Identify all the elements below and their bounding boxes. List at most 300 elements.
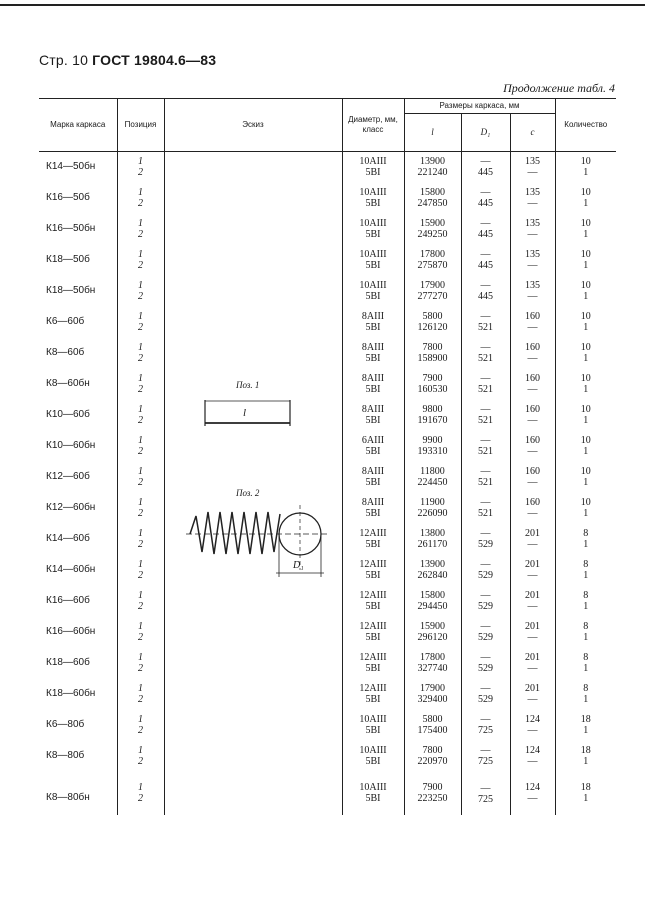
d1-value-2: 529 (478, 538, 493, 550)
quantity-value-1: 10 (580, 187, 591, 198)
cell-length (404, 772, 461, 815)
c-value-2: — (527, 228, 538, 240)
cell-position (117, 679, 164, 710)
cell-quantity (555, 276, 616, 307)
cell-length (404, 462, 461, 493)
diameter-value-1: 8АIII (361, 404, 385, 415)
position-value-2: 2 (138, 197, 143, 209)
c-value-1: 201 (525, 652, 540, 663)
c-value-1: 201 (525, 559, 540, 570)
diameter-value-2: 5ВI (365, 724, 381, 736)
position-value-1: 1 (138, 466, 143, 477)
position-value-1: 1 (138, 435, 143, 446)
cell-diameter (342, 152, 404, 184)
cell-position (117, 307, 164, 338)
position-value-2: 2 (138, 507, 143, 519)
length-value-2: 294450 (417, 600, 448, 612)
position-value-2: 2 (138, 352, 143, 364)
d1-value-2: 445 (478, 290, 493, 302)
cell-mark: К8—60б (46, 347, 85, 359)
d1-value-2: 521 (478, 445, 493, 457)
position-value-2: 2 (138, 414, 143, 426)
cell-position (117, 245, 164, 276)
d1-value-1: — (480, 714, 491, 725)
diameter-value-2: 5ВI (365, 321, 381, 333)
c-value-1: 124 (525, 745, 540, 756)
c-value-2: — (527, 507, 538, 519)
diameter-value-2: 5ВI (365, 755, 381, 767)
length-value-2: 249250 (417, 228, 448, 240)
d1-value-2: 725 (478, 755, 493, 767)
cell-quantity (555, 400, 616, 431)
position-value-1: 1 (138, 218, 143, 229)
quantity-value-1: 10 (580, 466, 591, 477)
cell-position (117, 152, 164, 184)
c-value-2: — (527, 352, 538, 364)
table-continuation-caption: Продолжение табл. 4 (503, 81, 615, 95)
diameter-value-2: 5ВI (365, 166, 381, 178)
c-value-2: — (527, 569, 538, 581)
c-value-2: — (527, 166, 538, 178)
cell-length (404, 648, 461, 679)
length-value-1: 17900 (420, 280, 445, 291)
cell-diameter (342, 617, 404, 648)
length-value-2: 220970 (417, 755, 448, 767)
d1-value-1: — (480, 590, 491, 601)
quantity-value-1: 8 (583, 590, 589, 601)
d1-value-2: 725 (478, 793, 493, 805)
pos2-label: Поз. 2 (236, 488, 260, 498)
cell-d1 (461, 183, 510, 214)
quantity-value-1: 10 (580, 280, 591, 291)
cell-d1 (461, 400, 510, 431)
pos1-label: Поз. 1 (236, 380, 260, 390)
cell-c (510, 524, 555, 555)
cell-quantity (555, 462, 616, 493)
cell-mark: К16—60бн (46, 626, 96, 638)
cell-mark: К18—50б (46, 254, 90, 266)
d1-value-2: 521 (478, 476, 493, 488)
length-value-2: 327740 (417, 662, 448, 674)
c-value-2: — (527, 631, 538, 643)
cell-mark: К14—50бн (46, 161, 96, 173)
cell-quantity (555, 710, 616, 741)
d1-value-2: 445 (478, 197, 493, 209)
d1-value-1: — (480, 373, 491, 384)
header-d1: D₁ (461, 114, 510, 152)
length-value-1: 15800 (420, 187, 445, 198)
cell-d1 (461, 648, 510, 679)
diameter-value-2: 5ВI (365, 662, 381, 674)
position-value-2: 2 (138, 724, 143, 736)
cell-sketch (164, 152, 342, 816)
cell-quantity (555, 152, 616, 184)
d1-value-1: — (480, 621, 491, 632)
cell-c (510, 431, 555, 462)
quantity-value-2: 1 (583, 352, 589, 364)
cell-length (404, 679, 461, 710)
quantity-value-1: 10 (580, 373, 591, 384)
position-value-2: 2 (138, 631, 143, 643)
quantity-value-2: 1 (583, 600, 589, 612)
d1-value-2: 529 (478, 662, 493, 674)
cell-mark: К18—60бн (46, 688, 96, 700)
cell-position (117, 338, 164, 369)
quantity-value-1: 10 (580, 342, 591, 353)
length-value-2: 277270 (417, 290, 448, 302)
diameter-value-1: 8АIII (361, 311, 385, 322)
quantity-value-2: 1 (583, 321, 589, 333)
cell-d1 (461, 214, 510, 245)
length-value-1: 11800 (420, 466, 445, 477)
header-dimensions: Размеры каркаса, мм (404, 99, 555, 114)
diameter-value-1: 10АIII (359, 249, 387, 260)
cell-position (117, 400, 164, 431)
cell-position (117, 493, 164, 524)
d1-value-1: — (480, 745, 491, 756)
cell-diameter (342, 741, 404, 772)
length-value-2: 175400 (417, 724, 448, 736)
header-diameter: Диаметр, мм, класс (342, 99, 404, 152)
c-value-1: 135 (525, 187, 540, 198)
cell-position (117, 276, 164, 307)
position-value-1: 1 (138, 249, 143, 260)
cell-length (404, 431, 461, 462)
cell-diameter (342, 648, 404, 679)
d1-value-1: — (480, 559, 491, 570)
length-value-1: 5800 (422, 714, 443, 725)
diameter-value-2: 5ВI (365, 631, 381, 643)
length-value-1: 13900 (420, 156, 445, 167)
length-value-2: 126120 (417, 321, 448, 333)
cell-length (404, 524, 461, 555)
d1-value-2: 521 (478, 383, 493, 395)
quantity-value-2: 1 (583, 445, 589, 457)
position-value-2: 2 (138, 538, 143, 550)
length-value-1: 7800 (422, 745, 443, 756)
cell-d1 (461, 741, 510, 772)
standard-number: ГОСТ 19804.6—83 (92, 52, 217, 68)
diameter-value-1: 8АIII (361, 342, 385, 353)
cell-diameter (342, 555, 404, 586)
quantity-value-1: 8 (583, 683, 589, 694)
diameter-value-1: 10АIII (359, 714, 387, 725)
cell-d1 (461, 369, 510, 400)
position-value-2: 2 (138, 445, 143, 457)
cell-position (117, 586, 164, 617)
d1-value-1: — (480, 435, 491, 446)
quantity-value-1: 18 (580, 782, 591, 793)
cell-d1 (461, 245, 510, 276)
position-value-1: 1 (138, 311, 143, 322)
c-value-2: — (527, 600, 538, 612)
c-value-1: 160 (525, 373, 540, 384)
cell-mark: К8—60бн (46, 378, 90, 390)
quantity-value-2: 1 (583, 569, 589, 581)
cell-length (404, 493, 461, 524)
d1-value-1: — (480, 528, 491, 539)
cell-position (117, 183, 164, 214)
cell-quantity (555, 431, 616, 462)
pos1-dim-label: l (243, 407, 247, 419)
d1-value-1: — (480, 652, 491, 663)
d1-value-2: 521 (478, 352, 493, 364)
diameter-value-2: 5ВI (365, 693, 381, 705)
cell-position (117, 524, 164, 555)
d1-value-1: — (480, 404, 491, 415)
cell-position (117, 648, 164, 679)
c-value-1: 160 (525, 311, 540, 322)
cell-c (510, 679, 555, 710)
cell-c (510, 710, 555, 741)
d1-value-1: — (480, 156, 491, 167)
c-value-2: — (527, 538, 538, 550)
cell-d1 (461, 493, 510, 524)
c-value-2: — (527, 414, 538, 426)
position-value-2: 2 (138, 792, 143, 804)
quantity-value-2: 1 (583, 197, 589, 209)
quantity-value-1: 18 (580, 745, 591, 756)
length-value-2: 226090 (417, 507, 448, 519)
length-value-2: 329400 (417, 693, 448, 705)
length-value-2: 296120 (417, 631, 448, 643)
c-value-2: — (527, 792, 538, 804)
diameter-value-1: 10АIII (359, 745, 387, 756)
length-value-1: 9900 (422, 435, 443, 446)
c-value-1: 201 (525, 621, 540, 632)
header-quantity: Количество (555, 99, 616, 152)
quantity-value-1: 10 (580, 156, 591, 167)
length-value-1: 7800 (422, 342, 443, 353)
cell-diameter (342, 586, 404, 617)
diameter-value-2: 5ВI (365, 569, 381, 581)
cell-mark: К8—80б (46, 750, 85, 762)
top-rule (0, 4, 645, 6)
length-value-1: 5800 (422, 311, 443, 322)
cell-length (404, 586, 461, 617)
cell-d1 (461, 462, 510, 493)
d1-value-2: 521 (478, 507, 493, 519)
cell-position (117, 710, 164, 741)
cell-diameter (342, 400, 404, 431)
cell-c (510, 617, 555, 648)
cell-diameter (342, 524, 404, 555)
quantity-value-2: 1 (583, 755, 589, 767)
cell-mark: К18—60б (46, 657, 90, 669)
cell-c (510, 245, 555, 276)
cell-length (404, 276, 461, 307)
d1-value-1: — (480, 187, 491, 198)
c-value-2: — (527, 259, 538, 271)
cell-quantity (555, 493, 616, 524)
d1-value-2: 529 (478, 693, 493, 705)
cell-mark: К6—60б (46, 316, 85, 328)
length-value-1: 15900 (420, 218, 445, 229)
c-value-1: 201 (525, 528, 540, 539)
position-value-1: 1 (138, 621, 143, 632)
diameter-value-2: 5ВI (365, 197, 381, 209)
cell-c (510, 183, 555, 214)
diameter-value-2: 5ВI (365, 352, 381, 364)
d1-value-2: 521 (478, 414, 493, 426)
cell-length (404, 307, 461, 338)
length-value-2: 193310 (417, 445, 448, 457)
position-value-1: 1 (138, 280, 143, 291)
cell-position (117, 462, 164, 493)
c-value-1: 124 (525, 782, 540, 793)
cell-length (404, 369, 461, 400)
cell-d1 (461, 524, 510, 555)
diameter-value-2: 5ВI (365, 445, 381, 457)
quantity-value-1: 10 (580, 435, 591, 446)
cell-quantity (555, 555, 616, 586)
c-value-1: 160 (525, 466, 540, 477)
length-value-2: 158900 (417, 352, 448, 364)
position-value-2: 2 (138, 383, 143, 395)
pos2-dim-label: D₁ (293, 560, 304, 571)
table-body (39, 152, 616, 816)
diameter-value-2: 5ВI (365, 476, 381, 488)
quantity-value-2: 1 (583, 693, 589, 705)
cell-quantity (555, 586, 616, 617)
d1-value-1: — (480, 311, 491, 322)
length-value-1: 17800 (420, 249, 445, 260)
d1-value-1: — (480, 280, 491, 291)
quantity-value-1: 10 (580, 249, 591, 260)
quantity-value-1: 10 (580, 497, 591, 508)
cell-d1 (461, 152, 510, 184)
cell-mark: К12—60бн (46, 502, 96, 514)
cell-mark: К16—50бн (46, 223, 96, 235)
cell-quantity (555, 183, 616, 214)
position-value-1: 1 (138, 745, 143, 756)
length-value-1: 13800 (420, 528, 445, 539)
cell-mark: К14—60б (46, 533, 90, 545)
length-value-2: 275870 (417, 259, 448, 271)
diameter-value-2: 5ВI (365, 228, 381, 240)
d1-value-2: 529 (478, 631, 493, 643)
cell-mark: К16—60б (46, 595, 90, 607)
diameter-value-1: 10АIII (359, 187, 387, 198)
cell-d1 (461, 307, 510, 338)
cell-quantity (555, 648, 616, 679)
cell-length (404, 555, 461, 586)
d1-value-1: — (480, 342, 491, 353)
quantity-value-2: 1 (583, 507, 589, 519)
page-number: Стр. 10 (39, 52, 89, 68)
cell-length (404, 710, 461, 741)
quantity-value-2: 1 (583, 414, 589, 426)
c-value-1: 160 (525, 342, 540, 353)
c-value-2: — (527, 383, 538, 395)
c-value-1: 201 (525, 590, 540, 601)
cell-mark: К14—60бн (46, 564, 96, 576)
cell-diameter (342, 431, 404, 462)
d1-value-1: — (480, 683, 491, 694)
d1-value-2: 445 (478, 259, 493, 271)
diameter-value-1: 8АIII (361, 373, 385, 384)
header-position: Позиция (117, 99, 164, 152)
cell-d1 (461, 555, 510, 586)
length-value-1: 7900 (422, 373, 443, 384)
cell-quantity (555, 524, 616, 555)
diameter-value-2: 5ВI (365, 414, 381, 426)
quantity-value-2: 1 (583, 259, 589, 271)
position-value-1: 1 (138, 652, 143, 663)
diameter-value-2: 5ВI (365, 792, 381, 804)
position-value-2: 2 (138, 600, 143, 612)
diameter-value-1: 10АIII (359, 156, 387, 167)
position-value-2: 2 (138, 290, 143, 302)
page-header (39, 52, 216, 68)
quantity-value-2: 1 (583, 631, 589, 643)
cell-c (510, 307, 555, 338)
quantity-value-2: 1 (583, 476, 589, 488)
cell-length (404, 245, 461, 276)
position-value-1: 1 (138, 342, 143, 353)
cell-length (404, 214, 461, 245)
c-value-1: 160 (525, 435, 540, 446)
length-value-2: 262840 (417, 569, 448, 581)
cell-c (510, 338, 555, 369)
length-value-1: 15900 (420, 621, 445, 632)
frame-table (39, 98, 616, 815)
quantity-value-1: 18 (580, 714, 591, 725)
d1-value-1: — (480, 466, 491, 477)
c-value-1: 160 (525, 497, 540, 508)
length-value-1: 17800 (420, 652, 445, 663)
header-l: l (404, 114, 461, 152)
diameter-value-2: 5ВI (365, 259, 381, 271)
length-value-2: 221240 (417, 166, 448, 178)
diameter-value-1: 12АIII (359, 652, 387, 663)
cell-quantity (555, 369, 616, 400)
quantity-value-2: 1 (583, 792, 589, 804)
diameter-value-2: 5ВI (365, 383, 381, 395)
length-value-1: 17900 (420, 683, 445, 694)
cell-length (404, 741, 461, 772)
position-value-2: 2 (138, 662, 143, 674)
cell-quantity (555, 214, 616, 245)
cell-c (510, 462, 555, 493)
length-value-2: 223250 (417, 792, 448, 804)
length-value-2: 224450 (417, 476, 448, 488)
cell-diameter (342, 183, 404, 214)
cell-d1 (461, 772, 510, 815)
diameter-value-2: 5ВI (365, 507, 381, 519)
header-mark: Марка каркаса (39, 99, 117, 152)
d1-value-2: 725 (478, 724, 493, 736)
cell-c (510, 276, 555, 307)
c-value-1: 135 (525, 280, 540, 291)
cell-c (510, 493, 555, 524)
position-value-1: 1 (138, 497, 143, 508)
cell-d1 (461, 679, 510, 710)
cell-mark: К18—50бн (46, 285, 96, 297)
cell-diameter (342, 276, 404, 307)
cell-d1 (461, 586, 510, 617)
c-value-2: — (527, 693, 538, 705)
header-c: c (510, 114, 555, 152)
cell-c (510, 741, 555, 772)
cell-diameter (342, 338, 404, 369)
position-value-1: 1 (138, 187, 143, 198)
quantity-value-1: 8 (583, 621, 589, 632)
cell-diameter (342, 369, 404, 400)
cell-c (510, 369, 555, 400)
d1-value-2: 521 (478, 321, 493, 333)
cell-diameter (342, 214, 404, 245)
